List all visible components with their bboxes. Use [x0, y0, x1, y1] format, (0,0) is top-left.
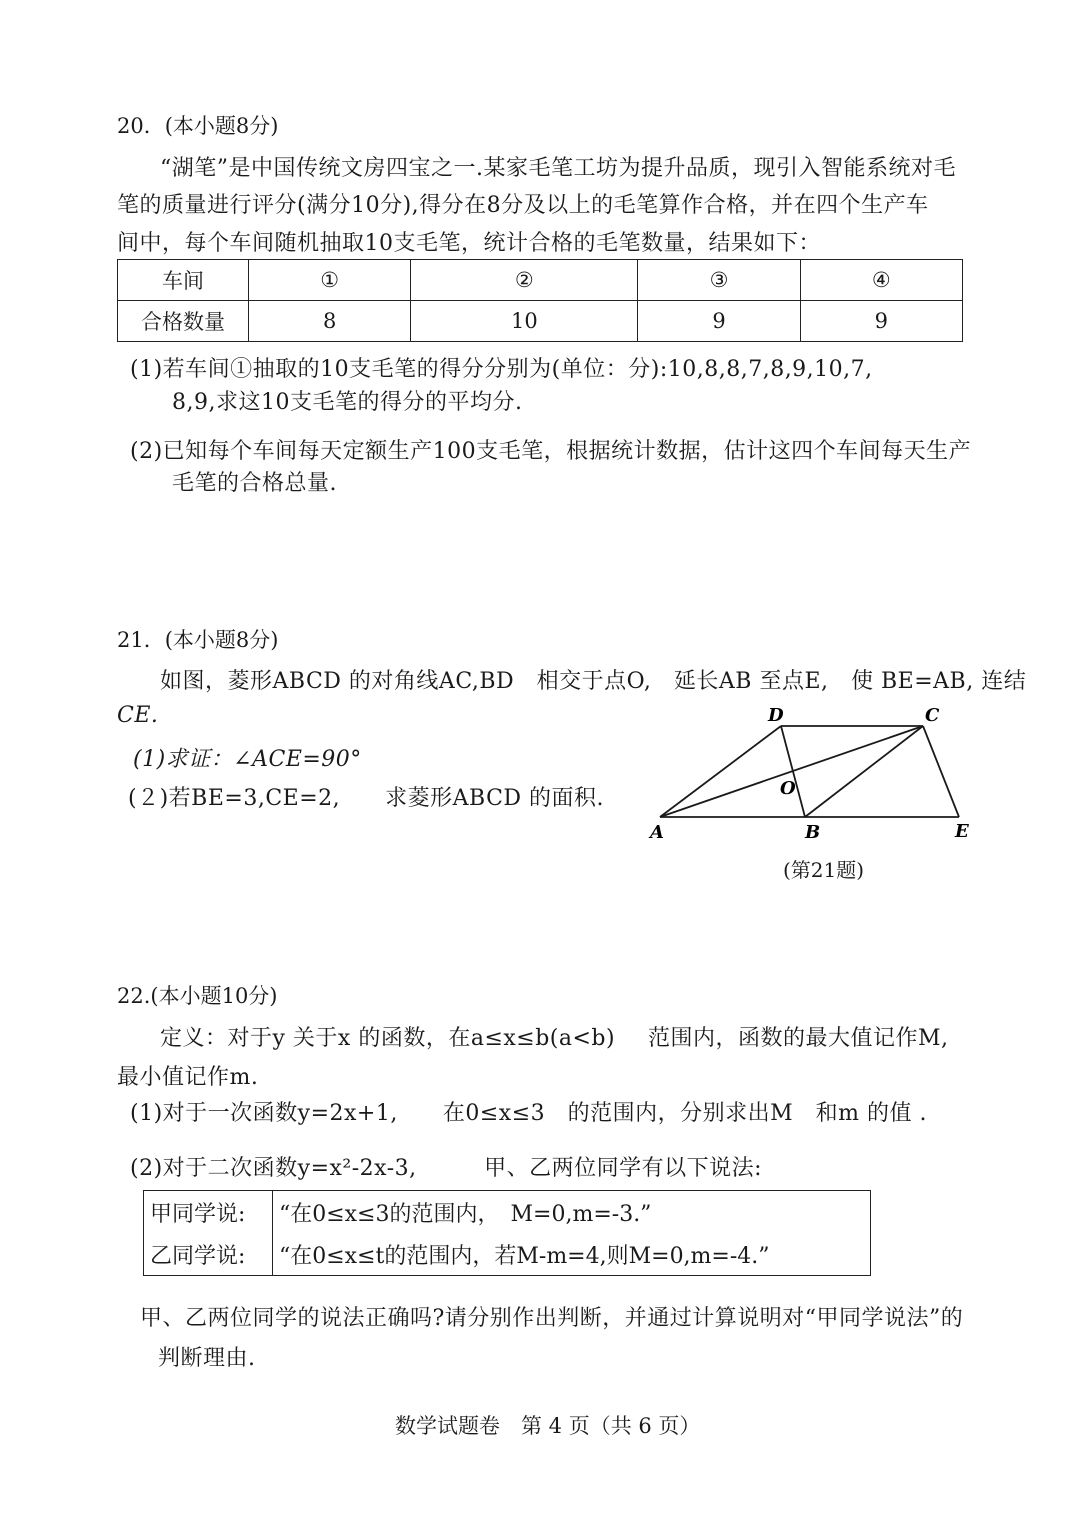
- table-cell: 10: [411, 301, 638, 342]
- table-cell: ④: [800, 260, 962, 301]
- q20-part2-line-2: 毛笔的合格总量.: [172, 471, 337, 496]
- table-cell: 9: [800, 301, 962, 342]
- q20-part1-line-2: 8,9,求这10支毛笔的得分的平均分.: [172, 390, 523, 415]
- line-bc: [805, 726, 923, 817]
- label-e: E: [955, 821, 969, 842]
- claim-speaker: 甲同学说:: [144, 1191, 273, 1234]
- q20-para-line-3: 间中，每个车间随机抽取10支毛笔，统计合格的毛笔数量，结果如下：: [117, 231, 821, 256]
- table-header-cell: 车间: [118, 260, 249, 301]
- diagonal-ac: [660, 726, 923, 817]
- q22-question-line-2: 判断理由.: [158, 1346, 256, 1371]
- label-o: O: [780, 778, 796, 799]
- q21-part2: (２)若BE=3,CE=2, 求菱形ABCD 的面积.: [128, 786, 605, 811]
- q20-data-table: [117, 259, 963, 342]
- q20-para-line-1: “湖笔”是中国传统文房四宝之一.某家毛笔工坊为提升品质，现引入智能系统对毛: [160, 156, 956, 181]
- line-ce: [923, 726, 959, 817]
- table-row: [144, 1191, 871, 1234]
- label-c: C: [925, 705, 940, 726]
- q22-def-line-1b: 范围内，函数的最大值记作M,: [648, 1026, 949, 1051]
- q20-part2-line-1: (2)已知每个车间每天定额生产100支毛笔，根据统计数据，估计这四个车间每天生产: [130, 439, 972, 464]
- claim-statement: “在0≤x≤3的范围内， M=0,m=-3.”: [273, 1191, 871, 1234]
- q22-heading: 22.(本小题10分): [117, 984, 278, 1008]
- table-cell: ①: [249, 260, 411, 301]
- q22-def-line-2: 最小值记作m.: [117, 1065, 259, 1090]
- table-cell: 8: [249, 301, 411, 342]
- diagonal-bd: [781, 726, 805, 817]
- table-cell: ③: [638, 260, 800, 301]
- claim-statement: “在0≤x≤t的范围内，若M-m=4,则M=0,m=-4.”: [273, 1233, 871, 1276]
- table-row: [118, 260, 963, 301]
- q22-part1: (1)对于一次函数y=2x+1, 在0≤x≤3 的范围内，分别求出M 和m 的值 .: [130, 1101, 927, 1126]
- q21-part1: (1)求证：∠ACE=90°: [133, 747, 362, 772]
- q21-para-line-2: CE.: [117, 703, 159, 728]
- q22-claims-box: [143, 1190, 871, 1276]
- q20-part1-line-1: (1)若车间①抽取的10支毛笔的得分分别为(单位：分):10,8,8,7,8,9,10,7,: [130, 357, 873, 382]
- table-row: [144, 1233, 871, 1276]
- table-cell: ②: [411, 260, 638, 301]
- label-a: A: [650, 822, 664, 843]
- q21-heading: 21．(本小题8分): [117, 628, 279, 652]
- q22-question-line-1: 甲、乙两位同学的说法正确吗?请分别作出判断，并通过计算说明对“甲同学说法”的: [140, 1306, 964, 1331]
- label-b: B: [805, 822, 821, 843]
- page-footer: 数学试题卷 第 4 页（共 6 页）: [395, 1414, 701, 1438]
- q20-para-line-2: 笔的质量进行评分(满分10分),得分在8分及以上的毛笔算作合格，并在四个生产车: [117, 193, 929, 218]
- table-header-cell: 合格数量: [118, 301, 249, 342]
- q20-heading: 20．(本小题8分): [117, 114, 279, 138]
- line-ad: [660, 726, 781, 817]
- q22-part2: (2)对于二次函数y=x²-2x-3, 甲、乙两位同学有以下说法:: [130, 1156, 763, 1181]
- q22-def-line-1a: 定义：对于y 关于x 的函数，在a≤x≤b(a<b): [160, 1026, 616, 1051]
- q21-para-line-1: 如图，菱形ABCD 的对角线AC,BD 相交于点O, 延长AB 至点E, 使 BE=AB, 连结: [160, 669, 1027, 694]
- table-row: [118, 301, 963, 342]
- rhombus-figure: [640, 700, 980, 850]
- figure-caption: (第21题): [783, 858, 865, 882]
- label-d: D: [768, 705, 784, 726]
- table-cell: 9: [638, 301, 800, 342]
- claim-speaker: 乙同学说:: [144, 1233, 273, 1276]
